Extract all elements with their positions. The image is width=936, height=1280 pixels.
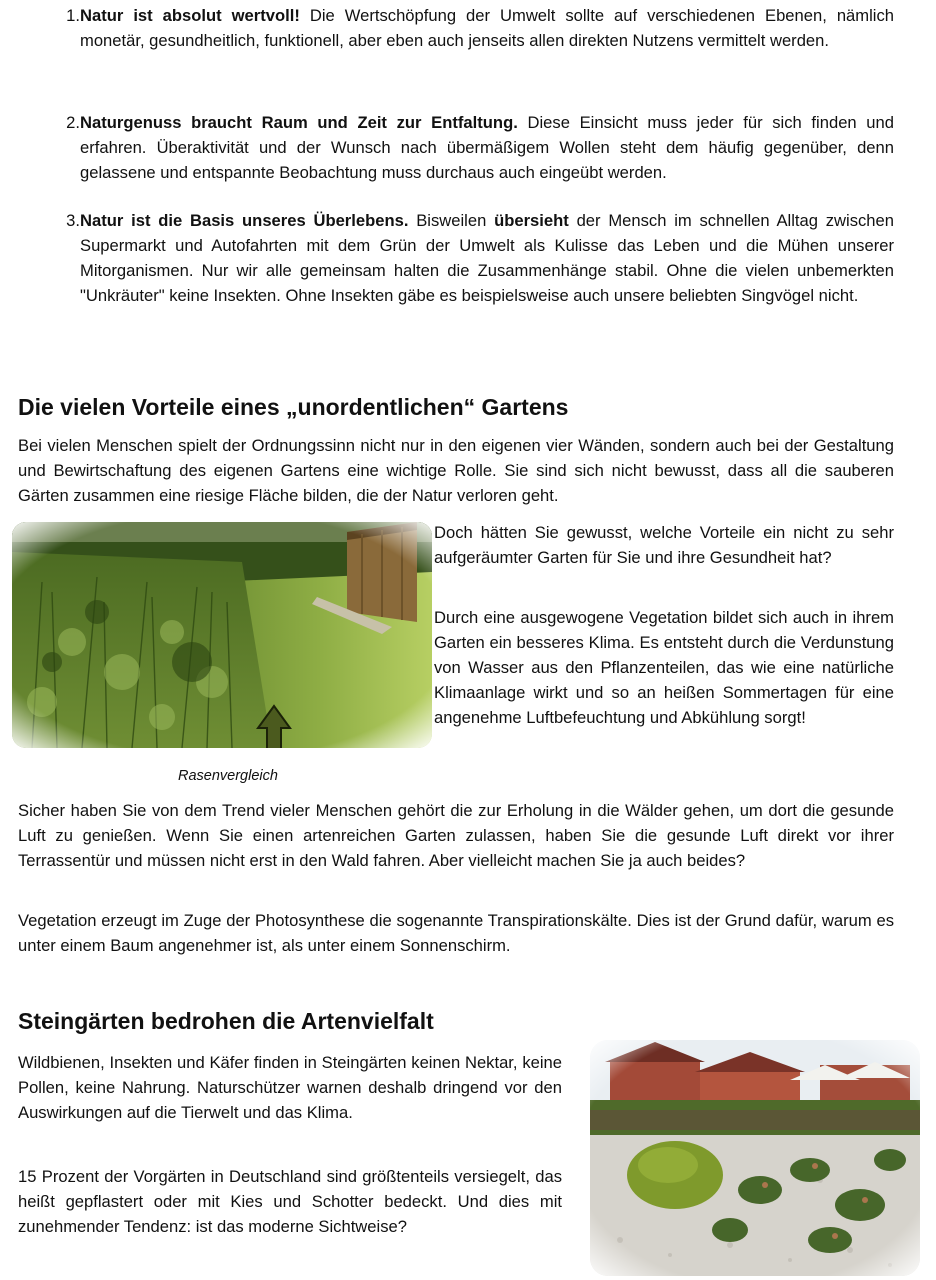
list-item-bold-lead: Natur ist die Basis unseres Überlebens.: [80, 211, 409, 230]
list-item-body: Bisweilen: [408, 211, 495, 230]
stone-garden-photo: [590, 1040, 920, 1276]
list-item-body: der Mensch im schnellen Alltag zwischen Supermarkt und Autofahrten mit dem Grün der Umwelt als Kulisse das Leben und die Mühen unserer Mitorganismen. Nur wir alle gemeinsam halten die Zusammenhänge stabil. Ohne die vielen unbemerkten "Unkräuter" keine Insekten. Ohne Insekten gäbe es beispielsweise auch unsere beliebten Singvögel nicht.: [80, 211, 894, 305]
list-item-body: Diese Einsicht muss jeder für sich finden und erfahren. Überaktivität und der Wunsch nach übermäßigem Wollen steht dem häufig gegenüber, denn gelassene und entspannte Beobachtung muss durchaus auch eingeübt werden.: [80, 113, 894, 182]
section-heading-garden-benefits: Die vielen Vorteile eines „unordentlichen“ Gartens: [18, 394, 569, 420]
stone-garden-paragraph-1: Wildbienen, Insekten und Käfer finden in Steingärten keinen Nektar, keine Pollen, keine Nahrung. Naturschützer warnen deshalb dringend vor den Auswirkungen auf die Tierwelt und das Klima.: [18, 1053, 562, 1122]
list-number: 3.: [66, 211, 80, 230]
list-number: 1.: [66, 6, 80, 25]
document-page: [18, 0, 894, 1280]
paragraph-forest-air: Sicher haben Sie von dem Trend vieler Menschen gehört die zur Erholung in die Wälder gehen, um dort die gesunde Luft zu genießen. Wenn Sie einen artenreichen Garten zulassen, haben Sie die gesunde Luft direkt vor ihrer Terrassentür und müssen nicht erst in den Wald fahren. Aber vielleicht machen Sie ja auch beides?: [18, 801, 894, 870]
photo-caption: Rasenvergleich: [178, 768, 278, 784]
list-text: [80, 110, 894, 185]
list-item-3: [18, 208, 894, 308]
side-paragraph-2: Durch eine ausgewogene Vegetation bildet sich auch in ihrem Garten ein besseres Klima. Es entsteht durch die Verdunstung von Wasser aus den Pflanzenteilen, das wie eine natürliche Klimaanlage wirkt und so an heißen Sommertagen für eine angenehme Luftbefeuchtung und Abkühlung sorgt!: [434, 608, 894, 727]
list-item-body: Die Wertschöpfung der Umwelt sollte auf verschiedenen Ebenen, nämlich monetär, gesundheitlich, funktionell, aber eben auch jenseits allen direkten Nutzens vermittelt werden.: [80, 6, 894, 50]
side-paragraph-1: Doch hätten Sie gewusst, welche Vorteile ein nicht zu sehr aufgeräumter Garten für Sie und ihre Gesundheit hat?: [434, 523, 894, 567]
list-item-bold-lead: Naturgenuss braucht Raum und Zeit zur Entfaltung.: [80, 113, 518, 132]
list-text: [80, 3, 894, 53]
list-item-bold-lead: Natur ist absolut wertvoll!: [80, 6, 300, 25]
list-item-2: [18, 110, 894, 185]
section-intro-paragraph: Bei vielen Menschen spielt der Ordnungssinn nicht nur in den eigenen vier Wänden, sondern auch bei der Gestaltung und Bewirtschaftung des eigenen Gartens eine wichtige Rolle. Sie sind sich nicht bewusst, dass all die sauberen Gärten zusammen eine riesige Fläche bilden, die der Natur verloren geht.: [18, 436, 894, 505]
list-number: 2.: [66, 113, 80, 132]
list-item-bold-word: übersieht: [494, 211, 569, 230]
list-item-1: [18, 3, 894, 53]
paragraph-transpiration: Vegetation erzeugt im Zuge der Photosynthese die sogenannte Transpirationskälte. Dies ist der Grund dafür, warum es unter einem Baum angenehmer ist, als unter einem Sonnenschirm.: [18, 911, 894, 955]
stone-garden-paragraph-2: 15 Prozent der Vorgärten in Deutschland sind größtenteils versiegelt, das heißt gepflastert oder mit Kies und Schotter bedeckt. Und dies mit zunehmender Tendenz: ist das moderne Sichtweise?: [18, 1167, 562, 1236]
section-heading-stone-gardens: Steingärten bedrohen die Artenvielfalt: [18, 1008, 434, 1034]
list-text: [80, 208, 894, 308]
lawn-comparison-photo: [12, 522, 432, 748]
